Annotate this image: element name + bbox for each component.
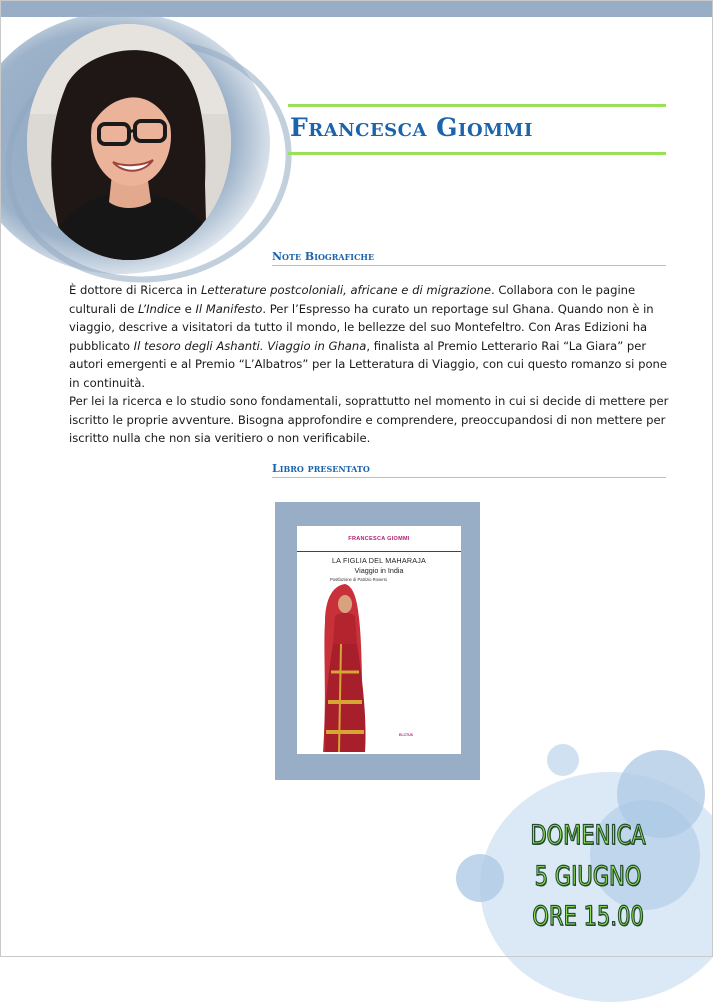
bio-italic-run: Letterature postcoloniali, africane e di migrazione [200,283,491,297]
author-portrait [27,24,231,260]
bio-text-run: È dottore di Ricerca in [69,283,201,297]
bio-paragraph-2: Per lei la ricerca e lo studio sono fondamentali, soprattutto nel momento in cui si decide di mettere per iscritto le proprie avventure. Bisogna approfondire e comprendere, preoccupandosi di non mettere per iscritto nulla che non sia veritiero o non verificabile. [69,394,669,445]
book-cover-title: LA FIGLIA DEL MAHARAJA [331,556,426,565]
bio-text-run: e [180,301,196,316]
event-time: ORE 15.00 [532,901,644,932]
bio-section-rule [272,265,666,266]
book-cover-rule [297,551,461,552]
bubble-small [547,744,579,776]
bio-section-label: Note Biografiche [272,250,375,263]
bubble-left [456,854,504,902]
title-bottom-rule [288,152,666,155]
book-section-label: Libro presentato [272,462,370,475]
author-name: Francesca Giommi [290,113,533,142]
event-day: DOMENICA [530,820,646,851]
title-top-rule [288,104,666,107]
bio-paragraph-1 [69,281,669,392]
book-cover [297,526,461,754]
bio-italic-run: L’Indice [138,301,181,316]
bio-italic-run: Il tesoro degli Ashanti. Viaggio in Ghana [133,338,367,353]
book-cover-publisher: ELCTUS [399,733,413,737]
bio-italic-run: Il Manifesto [195,301,263,316]
portrait-illustration [27,24,231,260]
book-cover-subtitle: Viaggio in India [354,566,404,575]
book-cover-author: FRANCESCA GIOMMI [348,536,410,542]
bio-text-run: . Collabora con le pagine culturali de [69,283,636,316]
bio-text-run: . Per l’Espresso ha curato un reportage sul Ghana. Quando non è in viaggio, descrive a visitatori da tutto il mondo, le bellezze del suo Montefeltro. Con Aras Edizioni ha pubblicato [69,301,654,353]
bubble-mid [590,800,700,910]
book-cover-illustration [319,582,369,754]
book-cover-postface: Postfazione di Patrizio Roversi [330,577,387,582]
bio-text-run: , finalista al Premio Letterario Rai “La Giara” per autori emergenti e al Premio “L’Albatros” per la Letteratura di Viaggio, con cui questo romanzo si pone in continuità. [69,338,668,390]
bio-text [69,281,669,448]
event-date: 5 GIUGNO [534,861,642,892]
book-section-rule [272,477,666,478]
